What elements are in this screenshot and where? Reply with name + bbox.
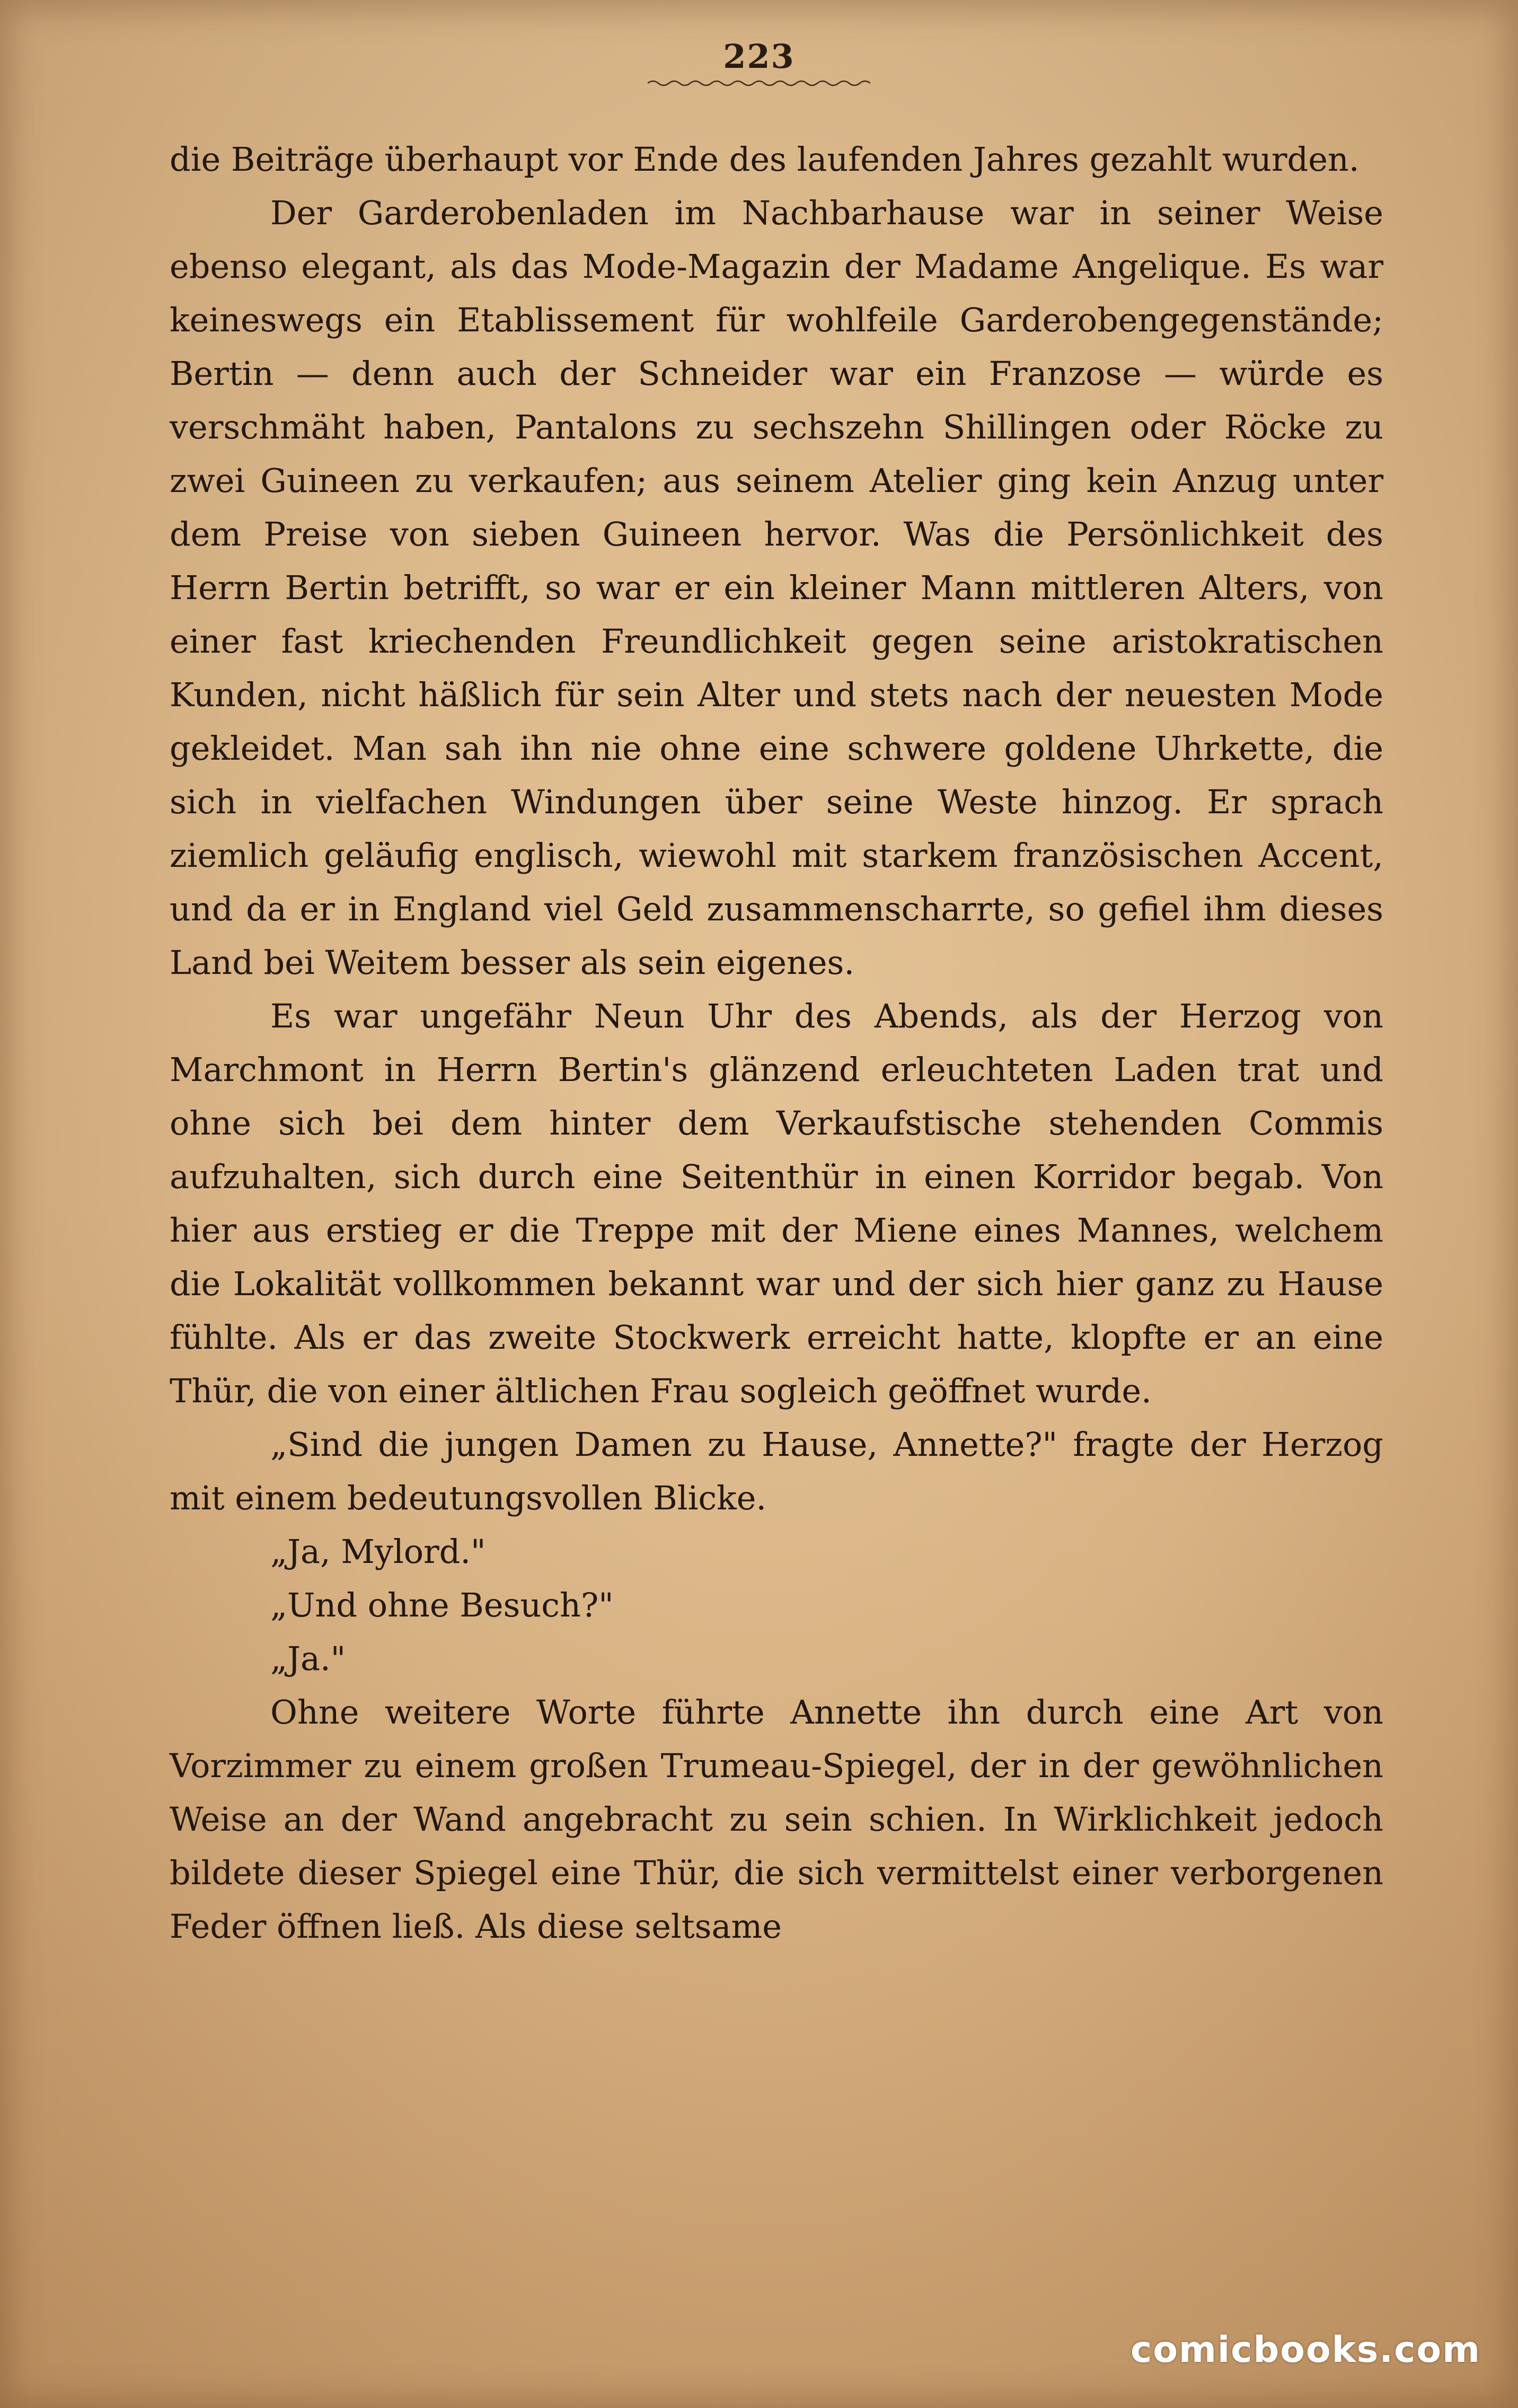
paragraph-garderobenladen: Der Garderobenladen im Nachbarhause war in seiner Weise ebenso elegant, als das Mode-Magazin der Madame Angelique. Es war keineswegs ein Etablissement für wohlfeile Garderobengegenstände; Bertin — denn auch der Schneider war ein Franzose — würde es verschmäht haben, Pantalons zu sechszehn Shillingen oder Röcke zu zwei Guineen zu verkaufen; aus seinem Atelier ging kein Anzug unter dem Preise von sieben Guineen hervor. Was die Persönlichkeit des Herrn Bertin betrifft, so war er ein kleiner Mann mittleren Alters, von einer fast kriechenden Freundlichkeit gegen seine aristokratischen Kunden, nicht häßlich für sein Alter und stets nach der neuesten Mode gekleidet. Man sah ihn nie ohne eine schwere goldene Uhrkette, die sich in vielfachen Windungen über seine Weste hinzog. Er sprach ziemlich geläufig englisch, wiewohl mit starkem französischen Accent, und da er in England viel Geld zusammenscharrte, so gefiel ihm dieses Land bei Weitem besser als sein eigenes. [170,194,1383,982]
wavy-ornament-icon [648,78,870,89]
dialogue-line: „Ja." [270,1639,346,1678]
dialogue-line: „Und ohne Besuch?" [270,1586,614,1624]
watermark-logo: comicbooks.com [1130,2329,1481,2371]
page-header [0,37,1518,89]
dialogue-line: „Sind die jungen Damen zu Hause, Annette?" fragte der Herzog mit einem bedeutungsvollen Blicke. [170,1425,1383,1517]
paragraph-continuation: die Beiträge überhaupt vor Ende des laufenden Jahres gezahlt wurden. [170,140,1360,179]
body-text [170,133,1383,1953]
dialogue-line: „Ja, Mylord." [270,1532,486,1571]
paragraph-herzog-arrives: Es war ungefähr Neun Uhr des Abends, als der Herzog von Marchmont in Herrn Bertin's glänzend erleuchteten Laden trat und ohne sich bei dem hinter dem Verkaufstische stehenden Commis aufzuhalten, sich durch eine Seitenthür in einen Korridor begab. Von hier aus erstieg er die Treppe mit der Miene eines Mannes, welchem die Lokalität vollkommen bekannt war und der sich hier ganz zu Hause fühlte. Als er das zweite Stockwerk erreicht hatte, klopfte er an eine Thür, die von einer ältlichen Frau sogleich geöffnet wurde. [170,997,1383,1410]
page-number: 223 [723,37,795,76]
paragraph-mirror-door: Ohne weitere Worte führte Annette ihn durch eine Art von Vorzimmer zu einem großen Trumeau-Spiegel, der in der gewöhnlichen Weise an der Wand angebracht zu sein schien. In Wirklichkeit jedoch bildete dieser Spiegel eine Thür, die sich vermittelst einer verborgenen Feder öffnen ließ. Als diese seltsame [170,1693,1383,1946]
